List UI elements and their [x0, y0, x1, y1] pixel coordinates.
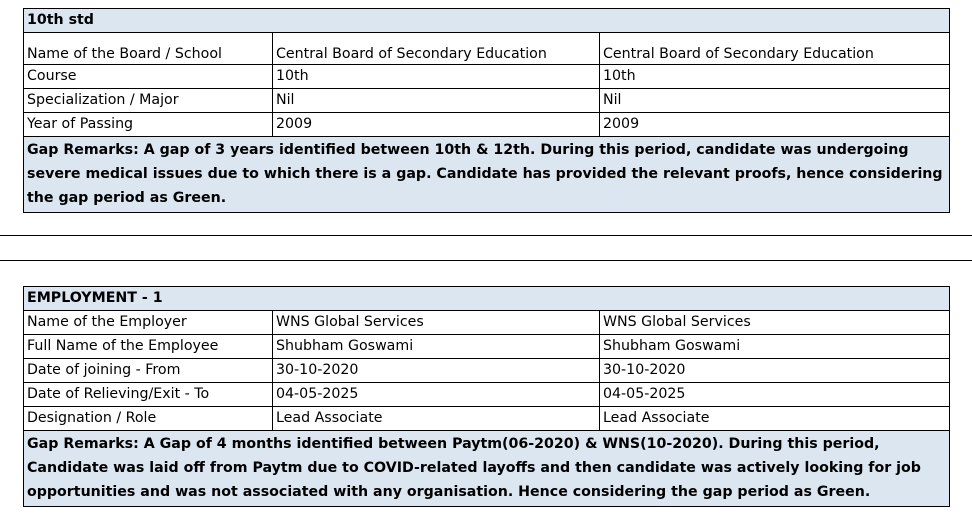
remarks-row	[24, 137, 950, 213]
divider-line	[0, 260, 972, 261]
verified-value: Shubham Goswami	[600, 335, 950, 359]
reported-value: WNS Global Services	[273, 311, 600, 335]
verified-value: 04-05-2025	[600, 383, 950, 407]
gap-remarks: Gap Remarks: A Gap of 4 months identified between Paytm(06-2020) & WNS(10-2020). During this period, Candidate was laid off from Paytm due to COVID-related layoffs and then candidate was actively looking for job opportunities and was not associated with any organisation. Hence considering the gap period as Green.	[24, 431, 950, 507]
education-10th-table	[23, 8, 950, 213]
employment-1-table	[23, 286, 950, 507]
field-label: Date of joining - From	[24, 359, 273, 383]
gap-remarks: Gap Remarks: A gap of 3 years identified between 10th & 12th. During this period, candidate was undergoing severe medical issues due to which there is a gap. Candidate has provided the relevant proofs, hence considering the gap period as Green.	[24, 137, 950, 213]
field-label: Course	[24, 65, 273, 89]
section-title: EMPLOYMENT - 1	[24, 287, 950, 311]
table-row	[24, 335, 950, 359]
reported-value: 10th	[273, 65, 600, 89]
field-label: Full Name of the Employee	[24, 335, 273, 359]
table-row	[24, 311, 950, 335]
verified-value: 2009	[600, 113, 950, 137]
verified-value: WNS Global Services	[600, 311, 950, 335]
field-label: Name of the Board / School	[24, 33, 273, 65]
field-label: Designation / Role	[24, 407, 273, 431]
table-row	[24, 359, 950, 383]
table-row	[24, 33, 950, 65]
field-label: Year of Passing	[24, 113, 273, 137]
reported-value: 30-10-2020	[273, 359, 600, 383]
reported-value: Shubham Goswami	[273, 335, 600, 359]
table-row	[24, 383, 950, 407]
reported-value: Lead Associate	[273, 407, 600, 431]
table-row	[24, 407, 950, 431]
field-label: Specialization / Major	[24, 89, 273, 113]
reported-value: 2009	[273, 113, 600, 137]
table-row	[24, 89, 950, 113]
remarks-row	[24, 431, 950, 507]
section-header-row	[24, 9, 950, 33]
verified-value: Nil	[600, 89, 950, 113]
table-row	[24, 65, 950, 89]
verified-value: 10th	[600, 65, 950, 89]
verified-value: Central Board of Secondary Education	[600, 33, 950, 65]
section-header-row	[24, 287, 950, 311]
field-label: Date of Relieving/Exit - To	[24, 383, 273, 407]
section-title: 10th std	[24, 9, 950, 33]
verified-value: Lead Associate	[600, 407, 950, 431]
reported-value: Central Board of Secondary Education	[273, 33, 600, 65]
table-row	[24, 113, 950, 137]
verified-value: 30-10-2020	[600, 359, 950, 383]
divider-line	[0, 235, 972, 236]
field-label: Name of the Employer	[24, 311, 273, 335]
reported-value: 04-05-2025	[273, 383, 600, 407]
reported-value: Nil	[273, 89, 600, 113]
